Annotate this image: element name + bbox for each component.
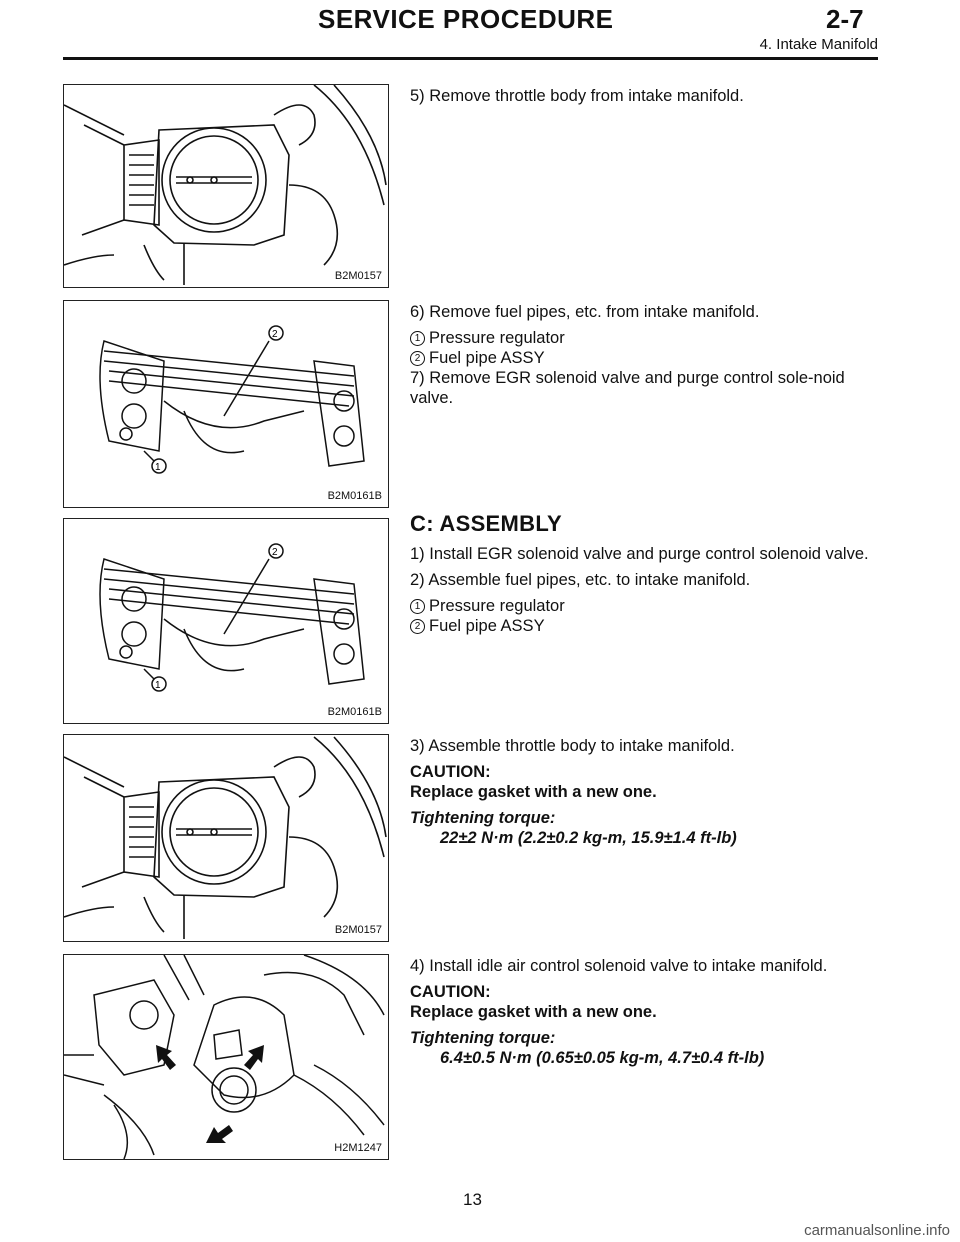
caution-label: CAUTION: bbox=[410, 983, 491, 1001]
torque-label: Tightening torque: bbox=[410, 809, 556, 827]
figure-caption: B2M0157 bbox=[334, 924, 382, 936]
assembly-section bbox=[410, 511, 880, 636]
step-3 bbox=[410, 736, 880, 848]
legend-item bbox=[410, 328, 880, 348]
figure-caption: B2M0157 bbox=[334, 270, 382, 282]
figure-throttle-body-assembly bbox=[63, 734, 389, 942]
step-3-text: 3) Assemble throttle body to intake manifold. bbox=[410, 737, 735, 755]
legend-label: Fuel pipe ASSY bbox=[429, 617, 545, 635]
figure-fuel-pipes-assembly bbox=[63, 518, 389, 724]
section-heading: C: ASSEMBLY bbox=[410, 511, 563, 536]
torque-value: 6.4±0.5 N·m (0.65±0.05 kg-m, 4.7±0.4 ft-lb) bbox=[440, 1049, 765, 1067]
legend-item bbox=[410, 616, 880, 636]
svg-text:2: 2 bbox=[272, 329, 278, 340]
figure-idle-air-control-valve bbox=[63, 954, 389, 1160]
legend-label: Fuel pipe ASSY bbox=[429, 349, 545, 367]
watermark: carmanualsonline.info bbox=[804, 1222, 950, 1239]
throttle-body-illustration bbox=[64, 735, 388, 941]
callout-number: 2 bbox=[410, 351, 425, 366]
caution-text: Replace gasket with a new one. bbox=[410, 783, 657, 801]
step-2-text: 2) Assemble fuel pipes, etc. to intake manifold. bbox=[410, 571, 751, 589]
page-number: 13 bbox=[463, 1190, 482, 1209]
svg-text:2: 2 bbox=[272, 547, 278, 558]
svg-text:1: 1 bbox=[155, 462, 161, 473]
step-7-text: 7) Remove EGR solenoid valve and purge control sole-noid valve. bbox=[410, 369, 845, 407]
caution-label: CAUTION: bbox=[410, 763, 491, 781]
step-4-text: 4) Install idle air control solenoid valve to intake manifold. bbox=[410, 957, 828, 975]
figure-caption: B2M0161B bbox=[327, 490, 382, 502]
step-4 bbox=[410, 956, 880, 1068]
legend-item bbox=[410, 348, 880, 368]
step-5-text: 5) Remove throttle body from intake manifold. bbox=[410, 87, 744, 105]
step-6 bbox=[410, 302, 880, 414]
legend-label: Pressure regulator bbox=[429, 597, 565, 615]
callout-number: 2 bbox=[410, 619, 425, 634]
fuel-pipe-illustration bbox=[64, 301, 388, 507]
legend-label: Pressure regulator bbox=[429, 329, 565, 347]
torque-value: 22±2 N·m (2.2±0.2 kg-m, 15.9±1.4 ft-lb) bbox=[440, 829, 737, 847]
figure-throttle-body bbox=[63, 84, 389, 288]
svg-text:1: 1 bbox=[155, 680, 161, 691]
section-subtitle: 4. Intake Manifold bbox=[759, 36, 878, 53]
torque-label: Tightening torque: bbox=[410, 1029, 556, 1047]
step-5 bbox=[410, 86, 880, 112]
figure-caption: B2M0161B bbox=[327, 706, 382, 718]
step-6-text: 6) Remove fuel pipes, etc. from intake manifold. bbox=[410, 303, 760, 321]
page-header-title: SERVICE PROCEDURE bbox=[318, 4, 614, 34]
figure-fuel-pipes-removal bbox=[63, 300, 389, 508]
fuel-pipe-illustration bbox=[64, 519, 388, 723]
figure-caption: H2M1247 bbox=[334, 1142, 382, 1154]
header-rule bbox=[63, 57, 878, 60]
step-1-text: 1) Install EGR solenoid valve and purge control solenoid valve. bbox=[410, 545, 869, 563]
callout-number: 1 bbox=[410, 599, 425, 614]
caution-text: Replace gasket with a new one. bbox=[410, 1003, 657, 1021]
callout-number: 1 bbox=[410, 331, 425, 346]
throttle-body-illustration bbox=[64, 85, 388, 287]
legend-item bbox=[410, 596, 880, 616]
idle-air-valve-illustration bbox=[64, 955, 388, 1159]
section-number: 2-7 bbox=[826, 4, 864, 34]
